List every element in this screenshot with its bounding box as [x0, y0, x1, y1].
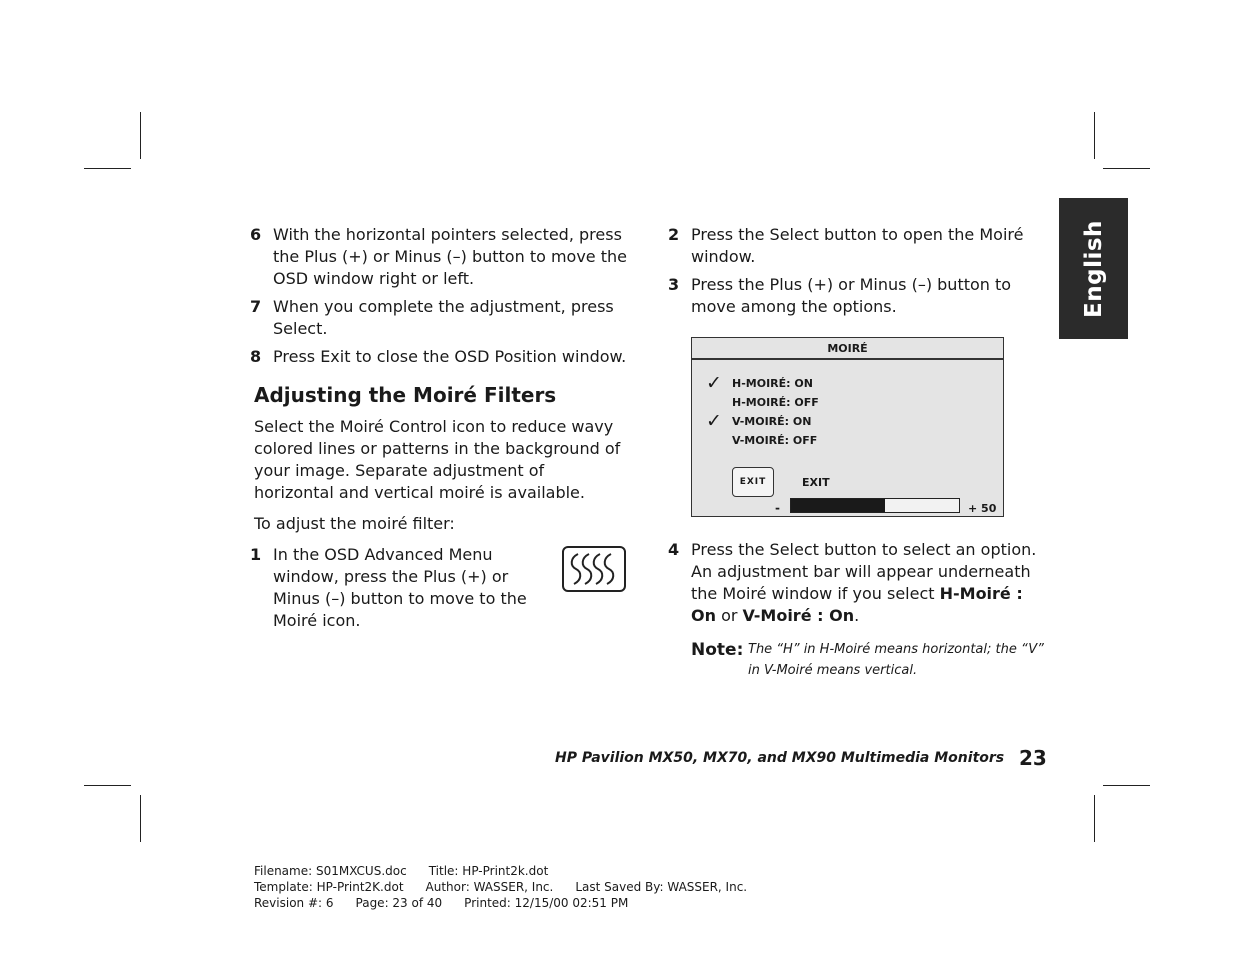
language-tab — [1059, 198, 1128, 339]
step-number: 8 — [250, 347, 262, 366]
crop-mark — [1103, 785, 1150, 786]
step-text-bold: V-Moiré : On — [742, 606, 855, 625]
step-text: In the OSD Advanced Menu window, press the Plus (+) or Minus (–) button to move to the Moiré icon. — [273, 545, 527, 630]
osd-exit-button[interactable]: EXIT — [732, 467, 774, 497]
meta-last-saved: Last Saved By: WASSER, Inc. — [575, 880, 748, 894]
step-text: With the horizontal pointers selected, press the Plus (+) or Minus (–) button to move the OSD window right or left. — [273, 225, 627, 288]
language-tab-label: English — [1080, 219, 1107, 318]
osd-option-h-moire-off[interactable]: H-MOIRÉ: OFF — [732, 396, 819, 409]
crop-mark — [1094, 112, 1095, 159]
adjustment-bar[interactable] — [790, 498, 960, 513]
checkmark-icon: ✓ — [706, 372, 722, 394]
step-text: Press the Select button to select an option. An adjustment bar will appear underneath the Moiré window if you select — [691, 540, 1037, 603]
moire-osd-window — [691, 337, 1004, 517]
intro-paragraph: Select the Moiré Control icon to reduce wavy colored lines or patterns in the background of your image. Separate adjustment of horizontal and vertical moiré is available. — [254, 417, 621, 502]
step-1 — [250, 544, 628, 632]
step-text: When you complete the adjustment, press Select. — [273, 297, 614, 338]
step-2 — [668, 224, 1048, 268]
step-4 — [668, 539, 1048, 627]
step-text-bold: H-Moiré : On — [691, 584, 1023, 625]
note-label: Note: — [691, 640, 744, 660]
checkmark-icon: ✓ — [706, 410, 722, 432]
right-column — [668, 224, 1048, 681]
step-number: 4 — [668, 540, 680, 559]
step-text: Press the Select button to open the Moiré window. — [691, 225, 1024, 266]
step-number: 2 — [668, 225, 680, 244]
step-6 — [250, 224, 628, 290]
page-number: 23 — [1019, 746, 1047, 770]
osd-option-v-moire-on[interactable]: V-MOIRÉ: ON — [732, 415, 812, 428]
meta-author: Author: WASSER, Inc. — [425, 880, 554, 894]
adjust-bar-minus: - — [775, 501, 780, 515]
meta-title: Title: HP-Print2k.dot — [428, 864, 549, 878]
crop-mark — [1103, 168, 1150, 169]
moire-control-icon — [562, 546, 626, 592]
step-3 — [668, 274, 1048, 318]
osd-exit-label: EXIT — [802, 476, 830, 489]
meta-page: Page: 23 of 40 — [355, 896, 443, 910]
step-text: or — [716, 606, 743, 625]
osd-option-h-moire-on[interactable]: H-MOIRÉ: ON — [732, 377, 813, 390]
osd-option-v-moire-off[interactable]: V-MOIRÉ: OFF — [732, 434, 818, 447]
meta-filename: Filename: S01MXCUS.doc — [254, 864, 407, 878]
osd-title: MOIRÉ — [692, 338, 1003, 360]
step-8 — [250, 346, 628, 368]
step-number: 6 — [250, 225, 262, 244]
adjustment-bar-fill — [791, 499, 885, 512]
meta-line-2 — [254, 879, 769, 895]
crop-mark — [140, 112, 141, 159]
step-number: 7 — [250, 297, 262, 316]
meta-printed: Printed: 12/15/00 02:51 PM — [464, 896, 629, 910]
crop-mark — [1094, 795, 1095, 842]
adjust-bar-value: + 50 — [968, 502, 997, 515]
step-number: 1 — [250, 545, 262, 564]
crop-mark — [84, 168, 131, 169]
footer-title: HP Pavilion MX50, MX70, and MX90 Multimedia Monitors — [555, 750, 1005, 766]
step-text: Press the Plus (+) or Minus (–) button to move among the options. — [691, 275, 1012, 316]
meta-revision: Revision #: 6 — [254, 896, 334, 910]
crop-mark — [140, 795, 141, 842]
step-text: . — [854, 606, 860, 625]
step-number: 3 — [668, 275, 680, 294]
meta-line-1 — [254, 863, 570, 879]
left-column — [250, 224, 628, 638]
lead-paragraph: To adjust the moiré filter: — [254, 514, 455, 533]
step-7 — [250, 296, 628, 340]
note-text: The “H” in H-Moiré means horizontal; the “V” in V-Moiré means vertical. — [748, 642, 1044, 678]
crop-mark — [84, 785, 131, 786]
step-text: Press Exit to close the OSD Position window. — [273, 347, 627, 366]
meta-line-3 — [254, 895, 650, 911]
meta-template: Template: HP-Print2K.dot — [254, 880, 404, 894]
note — [691, 639, 1048, 681]
section-heading: Adjusting the Moiré Filters — [254, 383, 557, 407]
